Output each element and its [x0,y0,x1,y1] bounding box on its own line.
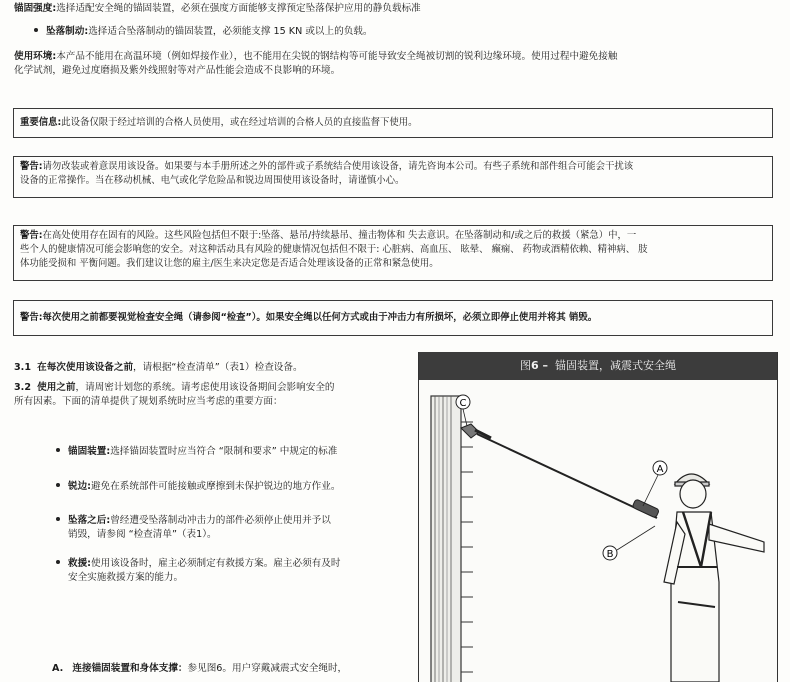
ladder-rungs [461,422,473,672]
list-item-text-cont: 销毁，请参阅 “检查清单”（表1）。 [68,529,217,540]
section-3-1 [14,361,414,375]
environment-label: 使用环境: [14,51,57,62]
figure-illustration [419,352,778,682]
section-3-2-line2: 所有因素。下面的清单提供了规划系统时应当考虑的重要方面： [14,396,283,407]
warning-box-health-risks [13,225,773,281]
anchor-strength-line [14,2,421,16]
list-item-label: 救援: [68,558,92,569]
anchor-strength-text: 选择适配安全绳的锚固装置，必须在强度方面能够支撑预定坠落保护应用的静负载标准 [56,3,421,14]
bullet-icon [56,483,60,487]
planning-list-item [56,480,406,494]
important-text: 此设备仅限于经过培训的合格人员使用，或在经过培训的合格人员的直接监督下使用。 [61,117,418,128]
figure-prefix: 图 [520,359,531,372]
bullet-icon [34,28,38,32]
list-item-text: 使用该设备时，雇主必须制定有救援方案。雇主必须有及时 [91,558,341,569]
figure-number: 6 – [531,359,548,372]
section-a [52,662,412,676]
warning-box-inspection [13,300,773,336]
list-item-text-cont: 安全实施救援方案的能力。 [68,572,184,583]
planning-list-item [56,557,406,585]
section-3-2-number: 3.2 [14,382,31,393]
warning2-line1: 在高处使用存在固有的风险。这些风险包括但不限于:坠落、悬吊/持续悬吊、撞击物体和 失去意识。在坠落制动和/或之后的救援（紧急）中，一 [42,230,637,241]
shock-absorber [632,499,659,518]
section-3-2-label: 使用之前 [37,382,76,393]
list-item-text: 避免在系统部件可能接触或摩擦到未保护锐边的地方作业。 [91,481,341,492]
section-a-text: 参见图6。用户穿戴减震式安全绳时， [187,663,348,674]
worker-figure [664,474,764,682]
bullet-icon [56,448,60,452]
vertical-beam [431,396,461,682]
list-item-text: 曾经遭受坠落制动冲击力的部件必须停止使用并予以 [110,515,331,526]
fall-arrest-text: 选择适合坠落制动的锚固装置，必须能支撑 15 KN 或以上的负载。 [88,26,373,37]
section-3-1-number: 3.1 [14,362,31,373]
environment-paragraph [14,50,784,78]
warning-label: 警告: [20,312,43,323]
environment-line1: 本产品不能用在高温环境（例如焊接作业），也不能用在尖锐的钢结构等可能导致安全绳被切割的锐利边缘环境。使用过程中避免接触 [56,51,618,62]
bullet-icon [56,560,60,564]
planning-list-item [56,445,406,459]
figure-title: 锚固装置，减震式安全绳 [554,359,676,372]
bullet-icon [56,517,60,521]
warning-label: 警告: [20,161,43,172]
warning1-line1: 请勿改装或着意误用该设备。如果要与本手册所述之外的部件或子系统结合使用该设备，请先咨询本公司。有些子系统和部件组合可能会干扰该 [42,161,634,172]
section-3-1-text: ，请根据“检查清单”（表1）检查设备。 [133,362,303,373]
list-item-label: 锐边: [68,481,92,492]
important-label: 重要信息: [20,117,62,128]
lanyard-line [477,434,657,518]
section-3-2 [14,381,414,409]
warning1-line2: 设备的正常操作。当在移动机械、电气或化学危险品和锐边周围使用该设备时，请谨慎小心。 [20,175,405,186]
environment-line2: 化学试剂，避免过度磨损及紫外线照射等对产品性能会造成不良影响的环境。 [14,65,341,76]
list-item-label: 坠落之后: [68,515,111,526]
callout-c-label: C [459,398,467,409]
warning2-line3: 体功能受损和 平衡问题。我们建议让您的雇主/医生来决定您是否适合处理该设备的正常和紧急使用。 [20,258,439,269]
warning-label: 警告: [20,230,43,241]
list-item-text: 选择锚固装置时应当符合 “限制和要求” 中规定的标准 [110,446,338,457]
section-a-label: 连接锚固装置和身体支撑： [72,663,188,674]
important-info-box [13,108,773,138]
callout-b-label: B [606,549,614,560]
anchor-strength-label: 锚固强度: [14,3,57,14]
figure-6 [418,352,778,682]
fall-arrest-bullet [34,25,372,39]
section-a-letter: A. [52,663,64,674]
list-item-label: 锚固装置: [68,446,111,457]
callout-a-label: A [656,464,664,475]
warning3-text: 每次使用之前都要视觉检查安全绳（请参阅“检查”）。如果安全绳以任何方式或由于冲击力有所损坏，必须立即停止使用并将其 销毁。 [42,312,598,323]
warning2-line2: 些个人的健康情况可能会影响您的安全。对这种活动具有风险的健康情况包括但不限于: 心脏病、高血压、 眩晕、 癫痫、 药物或酒精依赖、精神病、 肢 [20,244,648,255]
planning-list-item [56,514,406,542]
warning-box-modification [13,156,773,198]
section-3-1-label: 在每次使用该设备之前 [37,362,134,373]
fall-arrest-label: 坠落制动: [46,26,89,37]
section-3-2-line1: ，请周密计划您的系统。请考虑使用该设备期间会影响安全的 [75,382,335,393]
